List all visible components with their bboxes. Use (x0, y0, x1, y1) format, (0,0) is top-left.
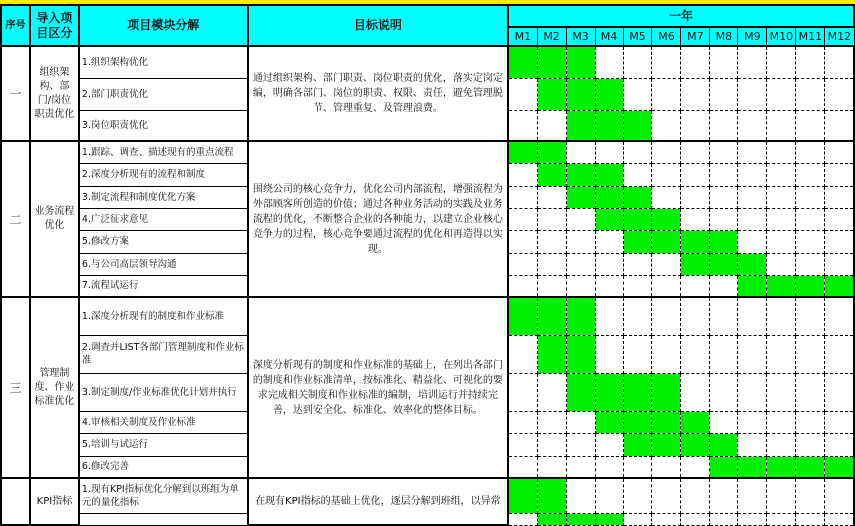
gantt-empty-cell (710, 78, 738, 110)
gantt-empty-cell (566, 411, 595, 433)
gantt-bar-cell (710, 456, 738, 478)
task-label: 2.部门职责优化 (79, 78, 248, 110)
gantt-empty-cell (767, 411, 796, 433)
gantt-empty-cell (738, 163, 767, 186)
gantt-empty-cell (537, 186, 566, 208)
gantt-empty-cell (508, 208, 537, 230)
gantt-empty-cell (825, 513, 854, 525)
gantt-empty-cell (796, 433, 825, 456)
header-desc: 目标说明 (248, 5, 509, 46)
gantt-empty-cell (825, 373, 854, 411)
gantt-empty-cell (566, 208, 595, 230)
gantt-empty-cell (595, 433, 623, 456)
gantt-empty-cell (508, 275, 537, 297)
gantt-empty-cell (623, 46, 652, 78)
gantt-bar-cell (710, 230, 738, 253)
gantt-empty-cell (681, 208, 710, 230)
gantt-empty-cell (652, 275, 681, 297)
gantt-bar-cell (767, 275, 796, 297)
task-label: 7.流程试运行 (79, 275, 248, 297)
gantt-bar-cell (652, 433, 681, 456)
gantt-empty-cell (767, 297, 796, 335)
gantt-empty-cell (738, 335, 767, 373)
gantt-empty-cell (796, 411, 825, 433)
gantt-empty-cell (537, 253, 566, 275)
gantt-empty-cell (566, 230, 595, 253)
month-header: M2 (537, 27, 566, 46)
gantt-empty-cell (738, 230, 767, 253)
section-index: 三 (1, 297, 30, 478)
gantt-empty-cell (767, 433, 796, 456)
gantt-empty-cell (710, 335, 738, 373)
gantt-empty-cell (652, 141, 681, 163)
gantt-empty-cell (595, 230, 623, 253)
section-index: 二 (1, 141, 30, 297)
month-header: M4 (595, 27, 623, 46)
task-label: 1.跟踪、调查、描述现有的重点流程 (79, 141, 248, 163)
gantt-empty-cell (537, 433, 566, 456)
gantt-bar-cell (623, 230, 652, 253)
gantt-empty-cell (738, 46, 767, 78)
gantt-empty-cell (796, 110, 825, 141)
task-label: 4.审核相关制度及作业标准 (79, 411, 248, 433)
gantt-bar-cell (767, 456, 796, 478)
gantt-bar-cell (537, 163, 566, 186)
gantt-bar-cell (681, 411, 710, 433)
task-label: 2.调查并LIST各部门管理制度和作业标准 (79, 335, 248, 373)
gantt-empty-cell (825, 433, 854, 456)
gantt-empty-cell (681, 78, 710, 110)
gantt-empty-cell (738, 411, 767, 433)
month-header: M5 (623, 27, 652, 46)
gantt-empty-cell (825, 141, 854, 163)
task-label: 1.深度分析现有的制度和作业标准 (79, 297, 248, 335)
gantt-empty-cell (566, 433, 595, 456)
gantt-empty-cell (825, 335, 854, 373)
header-year: 一年 (508, 5, 854, 27)
gantt-empty-cell (825, 230, 854, 253)
gantt-empty-cell (681, 46, 710, 78)
gantt-empty-cell (508, 78, 537, 110)
gantt-bar-cell (508, 46, 537, 78)
gantt-empty-cell (796, 78, 825, 110)
gantt-bar-cell (681, 230, 710, 253)
gantt-bar-cell (623, 411, 652, 433)
month-header: M9 (738, 27, 767, 46)
gantt-empty-cell (825, 186, 854, 208)
gantt-bar-cell (537, 78, 566, 110)
gantt-empty-cell (738, 433, 767, 456)
gantt-empty-cell (738, 478, 767, 513)
gantt-bar-cell (566, 46, 595, 78)
gantt-empty-cell (710, 186, 738, 208)
gantt-bar-cell (623, 373, 652, 411)
gantt-empty-cell (508, 433, 537, 456)
month-header: M8 (710, 27, 738, 46)
gantt-empty-cell (537, 411, 566, 433)
gantt-empty-cell (681, 297, 710, 335)
gantt-bar-cell (566, 297, 595, 335)
gantt-empty-cell (652, 513, 681, 525)
gantt-empty-cell (767, 141, 796, 163)
gantt-bar-cell (652, 411, 681, 433)
gantt-empty-cell (710, 478, 738, 513)
gantt-bar-cell (595, 208, 623, 230)
gantt-empty-cell (825, 297, 854, 335)
gantt-bar-cell (710, 433, 738, 456)
gantt-empty-cell (796, 163, 825, 186)
gantt-bar-cell (796, 275, 825, 297)
gantt-empty-cell (681, 373, 710, 411)
task-label: 4.广泛征求意见 (79, 208, 248, 230)
section-group: 业务流程优化 (30, 141, 79, 297)
project-plan-table (0, 4, 855, 526)
gantt-bar-cell (710, 253, 738, 275)
gantt-empty-cell (595, 46, 623, 78)
gantt-empty-cell (623, 141, 652, 163)
month-header: M3 (566, 27, 595, 46)
task-label: 1.现有KPI指标优化分解到以班组为单元的量化指标 (79, 478, 248, 513)
gantt-empty-cell (681, 186, 710, 208)
gantt-empty-cell (652, 335, 681, 373)
gantt-bar-cell (566, 78, 595, 110)
header-task: 项目模块分解 (79, 5, 248, 46)
gantt-empty-cell (767, 208, 796, 230)
gantt-bar-cell (623, 433, 652, 456)
gantt-empty-cell (767, 78, 796, 110)
task-label: 5.培训与试运行 (79, 433, 248, 456)
gantt-empty-cell (623, 297, 652, 335)
gantt-empty-cell (796, 297, 825, 335)
month-header: M7 (681, 27, 710, 46)
gantt-bar-cell (566, 513, 595, 525)
gantt-empty-cell (796, 186, 825, 208)
gantt-empty-cell (796, 230, 825, 253)
gantt-empty-cell (796, 478, 825, 513)
gantt-empty-cell (767, 478, 796, 513)
task-label: 1.组织架构优化 (79, 46, 248, 78)
gantt-empty-cell (681, 513, 710, 525)
gantt-empty-cell (652, 46, 681, 78)
gantt-empty-cell (652, 186, 681, 208)
gantt-empty-cell (623, 163, 652, 186)
gantt-empty-cell (767, 335, 796, 373)
gantt-empty-cell (508, 230, 537, 253)
gantt-empty-cell (710, 46, 738, 78)
gantt-empty-cell (710, 297, 738, 335)
gantt-bar-cell (825, 275, 854, 297)
gantt-empty-cell (508, 335, 537, 373)
gantt-empty-cell (710, 275, 738, 297)
month-header: M12 (825, 27, 854, 46)
gantt-empty-cell (652, 78, 681, 110)
gantt-empty-cell (738, 208, 767, 230)
section-index (1, 478, 30, 525)
section-group: KPI指标 (30, 478, 79, 525)
gantt-bar-cell (652, 373, 681, 411)
gantt-empty-cell (796, 373, 825, 411)
gantt-empty-cell (566, 141, 595, 163)
gantt-empty-cell (681, 110, 710, 141)
task-label: 3.制定制度/作业标准优化计划并执行 (79, 373, 248, 411)
task-label: 3.制定流程和制度优化方案 (79, 186, 248, 208)
gantt-empty-cell (767, 186, 796, 208)
gantt-empty-cell (710, 373, 738, 411)
gantt-bar-cell (595, 186, 623, 208)
gantt-empty-cell (710, 411, 738, 433)
gantt-empty-cell (623, 513, 652, 525)
gantt-empty-cell (537, 230, 566, 253)
gantt-empty-cell (767, 230, 796, 253)
gantt-bar-cell (738, 275, 767, 297)
gantt-bar-cell (566, 163, 595, 186)
gantt-empty-cell (595, 335, 623, 373)
gantt-bar-cell (796, 456, 825, 478)
month-header: M10 (767, 27, 796, 46)
gantt-empty-cell (681, 275, 710, 297)
gantt-empty-cell (566, 456, 595, 478)
gantt-empty-cell (825, 478, 854, 513)
gantt-empty-cell (508, 513, 537, 525)
gantt-empty-cell (623, 78, 652, 110)
gantt-bar-cell (623, 186, 652, 208)
gantt-bar-cell (738, 253, 767, 275)
gantt-empty-cell (566, 478, 595, 513)
gantt-empty-cell (508, 163, 537, 186)
gantt-empty-cell (537, 456, 566, 478)
gantt-empty-cell (767, 46, 796, 78)
gantt-empty-cell (595, 297, 623, 335)
gantt-empty-cell (738, 110, 767, 141)
gantt-empty-cell (537, 110, 566, 141)
month-header: M1 (508, 27, 537, 46)
gantt-empty-cell (767, 253, 796, 275)
gantt-bar-cell (595, 163, 623, 186)
gantt-empty-cell (652, 478, 681, 513)
gantt-bar-cell (595, 411, 623, 433)
section-description: 通过组织架构、部门职责、岗位职责的优化，落实定岗定编，明确各部门、岗位的职责、权限、责任，避免管理脱节、管理重复、及管理浪费。 (248, 46, 509, 141)
task-label: 5.修改方案 (79, 230, 248, 253)
task-row (1, 46, 854, 78)
section-index: 一 (1, 46, 30, 141)
gantt-empty-cell (623, 253, 652, 275)
gantt-empty-cell (566, 253, 595, 275)
gantt-empty-cell (738, 513, 767, 525)
gantt-bar-cell (537, 335, 566, 373)
gantt-bar-cell (681, 433, 710, 456)
gantt-empty-cell (595, 253, 623, 275)
gantt-empty-cell (595, 456, 623, 478)
gantt-empty-cell (825, 163, 854, 186)
task-row (1, 478, 854, 513)
gantt-empty-cell (537, 208, 566, 230)
gantt-bar-cell (537, 478, 566, 513)
month-header: M6 (652, 27, 681, 46)
gantt-bar-cell (595, 110, 623, 141)
gantt-bar-cell (537, 46, 566, 78)
gantt-empty-cell (710, 163, 738, 186)
gantt-empty-cell (767, 110, 796, 141)
gantt-empty-cell (767, 513, 796, 525)
gantt-empty-cell (796, 253, 825, 275)
gantt-empty-cell (796, 513, 825, 525)
header-index: 序号 (1, 5, 30, 46)
gantt-empty-cell (623, 456, 652, 478)
task-label (79, 513, 248, 525)
gantt-empty-cell (738, 78, 767, 110)
gantt-empty-cell (537, 373, 566, 411)
gantt-empty-cell (652, 253, 681, 275)
gantt-empty-cell (681, 335, 710, 373)
gantt-empty-cell (825, 110, 854, 141)
gantt-empty-cell (796, 141, 825, 163)
gantt-bar-cell (566, 335, 595, 373)
section-description: 围绕公司的核心竞争力，优化公司内部流程，增强流程为外部顾客所创造的价值；通过各种业务活动的实践及业务流程的优化，不断整合企业的各种能力，以建立企业核心竞争力的过程，核心竞争要通过流程的优化和再造得以实现。 (248, 141, 509, 297)
gantt-bar-cell (595, 78, 623, 110)
gantt-empty-cell (825, 46, 854, 78)
gantt-bar-cell (508, 478, 537, 513)
section-description: 在现有KPI指标的基础上优化，逐层分解到班组，以异常 (248, 478, 509, 525)
gantt-bar-cell (566, 373, 595, 411)
gantt-empty-cell (508, 110, 537, 141)
gantt-empty-cell (566, 275, 595, 297)
section-description: 深度分析现有的制度和作业标准的基础上，在列出各部门的制度和作业标准清单，按标准化、精益化、可视化的要求完成相关制度和作业标准的编制，培训运行并持续完善，达到安全化、标准化、效率化的整体目标。 (248, 297, 509, 478)
gantt-empty-cell (738, 373, 767, 411)
gantt-bar-cell (595, 373, 623, 411)
task-label: 6.与公司高层领导沟通 (79, 253, 248, 275)
gantt-bar-cell (508, 141, 537, 163)
task-row (1, 297, 854, 335)
gantt-bar-cell (652, 230, 681, 253)
gantt-empty-cell (710, 110, 738, 141)
gantt-empty-cell (710, 141, 738, 163)
gantt-empty-cell (652, 110, 681, 141)
gantt-bar-cell (623, 208, 652, 230)
gantt-empty-cell (796, 46, 825, 78)
section-group: 管理制度、作业标准优化 (30, 297, 79, 478)
gantt-bar-cell (738, 456, 767, 478)
gantt-empty-cell (508, 373, 537, 411)
gantt-empty-cell (710, 208, 738, 230)
gantt-empty-cell (623, 478, 652, 513)
gantt-empty-cell (825, 208, 854, 230)
header-group: 导入项目区分 (30, 5, 79, 46)
task-label: 3.岗位职责优化 (79, 110, 248, 141)
gantt-empty-cell (738, 186, 767, 208)
gantt-bar-cell (623, 110, 652, 141)
gantt-empty-cell (623, 275, 652, 297)
gantt-empty-cell (681, 478, 710, 513)
gantt-empty-cell (825, 253, 854, 275)
gantt-empty-cell (681, 456, 710, 478)
gantt-empty-cell (767, 163, 796, 186)
gantt-empty-cell (825, 78, 854, 110)
gantt-bar-cell (566, 186, 595, 208)
task-label: 6.修改完善 (79, 456, 248, 478)
gantt-bar-cell (825, 456, 854, 478)
section-group: 组织架构、部门/岗位职责优化 (30, 46, 79, 141)
gantt-empty-cell (508, 253, 537, 275)
gantt-empty-cell (652, 297, 681, 335)
gantt-empty-cell (595, 275, 623, 297)
gantt-empty-cell (796, 335, 825, 373)
gantt-empty-cell (652, 163, 681, 186)
gantt-empty-cell (710, 513, 738, 525)
gantt-empty-cell (508, 411, 537, 433)
gantt-empty-cell (623, 335, 652, 373)
gantt-empty-cell (595, 141, 623, 163)
task-label: 2.深度分析现有的流程和制度 (79, 163, 248, 186)
gantt-bar-cell (595, 513, 623, 525)
gantt-empty-cell (681, 141, 710, 163)
task-row (1, 141, 854, 163)
month-header: M11 (796, 27, 825, 46)
gantt-empty-cell (595, 478, 623, 513)
gantt-empty-cell (767, 373, 796, 411)
gantt-bar-cell (537, 513, 566, 525)
gantt-empty-cell (508, 456, 537, 478)
gantt-empty-cell (681, 163, 710, 186)
gantt-empty-cell (537, 275, 566, 297)
gantt-empty-cell (508, 186, 537, 208)
gantt-bar-cell (652, 208, 681, 230)
gantt-empty-cell (738, 141, 767, 163)
gantt-bar-cell (537, 141, 566, 163)
gantt-bar-cell (681, 253, 710, 275)
gantt-bar-cell (537, 297, 566, 335)
gantt-empty-cell (738, 297, 767, 335)
gantt-empty-cell (652, 456, 681, 478)
gantt-bar-cell (566, 110, 595, 141)
gantt-bar-cell (508, 297, 537, 335)
gantt-empty-cell (796, 208, 825, 230)
gantt-empty-cell (825, 411, 854, 433)
